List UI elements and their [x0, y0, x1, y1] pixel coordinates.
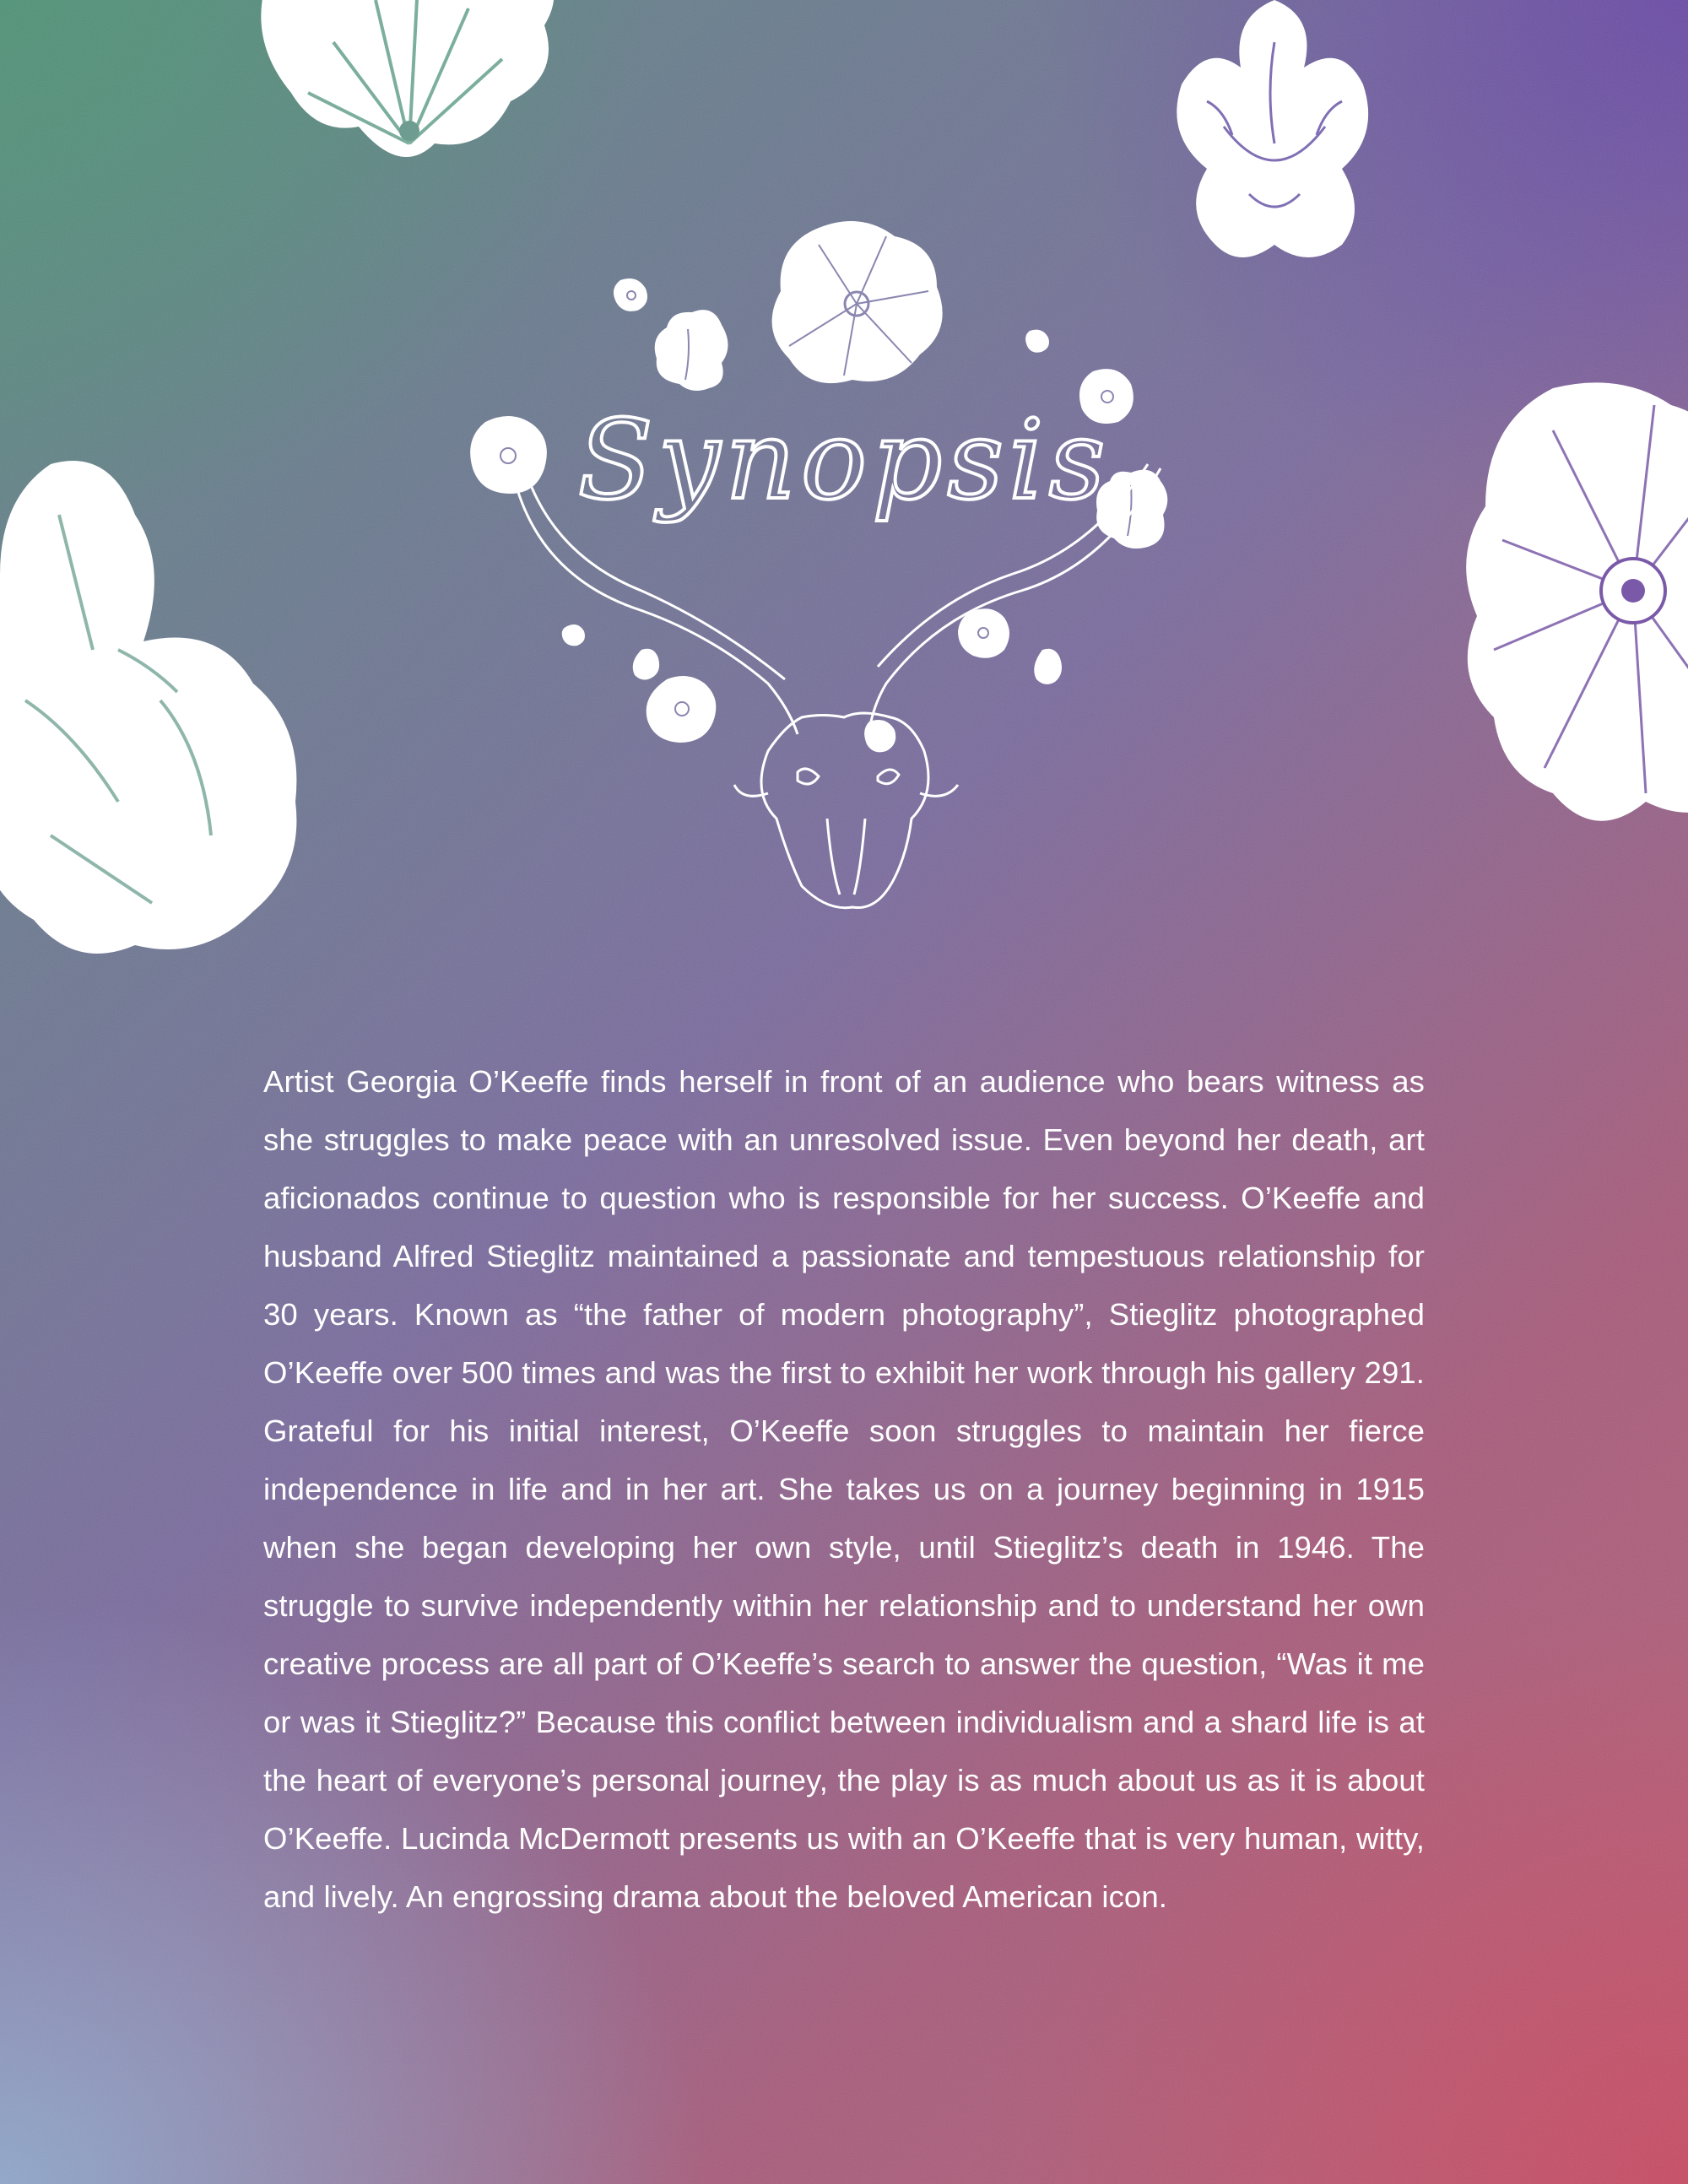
- iris-flower-icon: [1034, 649, 1062, 684]
- iris-flower-icon: [655, 310, 728, 391]
- poppy-flower-icon: [562, 624, 585, 646]
- poppy-flower-icon: [1025, 330, 1049, 353]
- cow-skull-icon: [515, 464, 1160, 908]
- poppy-flower-icon: [470, 416, 547, 494]
- poppy-flower-icon: [1452, 371, 1688, 844]
- synopsis-body-text: Artist Georgia O’Keeffe finds herself in front of an audience who bears witness as she struggles to make peace with an unresolved issue. Even beyond her death, art aficionados continue to question who is responsible for her success. O’Keeffe and husband Alfred Stieglitz maintained a passionate and tempestuous relationship for 30 years. Known as “the father of modern photography”, Stieglitz photographed O’Keeffe over 500 times and was the first to exhibit her work through his gallery 291. Grateful for his initial interest, O’Keeffe soon struggles to maintain her fierce independence in life and in her art. She takes us on a journey beginning in 1915 when she began developing her own style, until Stieglitz’s death in 1946. The struggle to survive independently within her relationship and to understand her own creative process are all part of O’Keeffe’s search to answer the question, “Was it me or was it Stieglitz?” Because this conflict between individualism and a shard life is at the heart of everyone’s personal journey, the play is as much about us as it is about O’Keeffe. Lucinda McDermott presents us with an O’Keeffe that is very human, witty, and lively. An engrossing drama about the beloved American icon.: [263, 1064, 1425, 1914]
- synopsis-title: Synopsis: [577, 396, 1111, 524]
- poppy-flower-icon: [614, 278, 647, 311]
- poppy-flower-icon: [772, 221, 943, 383]
- poppy-flower-icon: [241, 0, 578, 203]
- iris-flower-icon: [0, 447, 338, 970]
- poppy-flower-icon: [647, 676, 717, 743]
- synopsis-title-art: [464, 211, 1224, 928]
- poppy-flower-icon: [958, 608, 1009, 657]
- iris-flower-icon: [633, 649, 659, 680]
